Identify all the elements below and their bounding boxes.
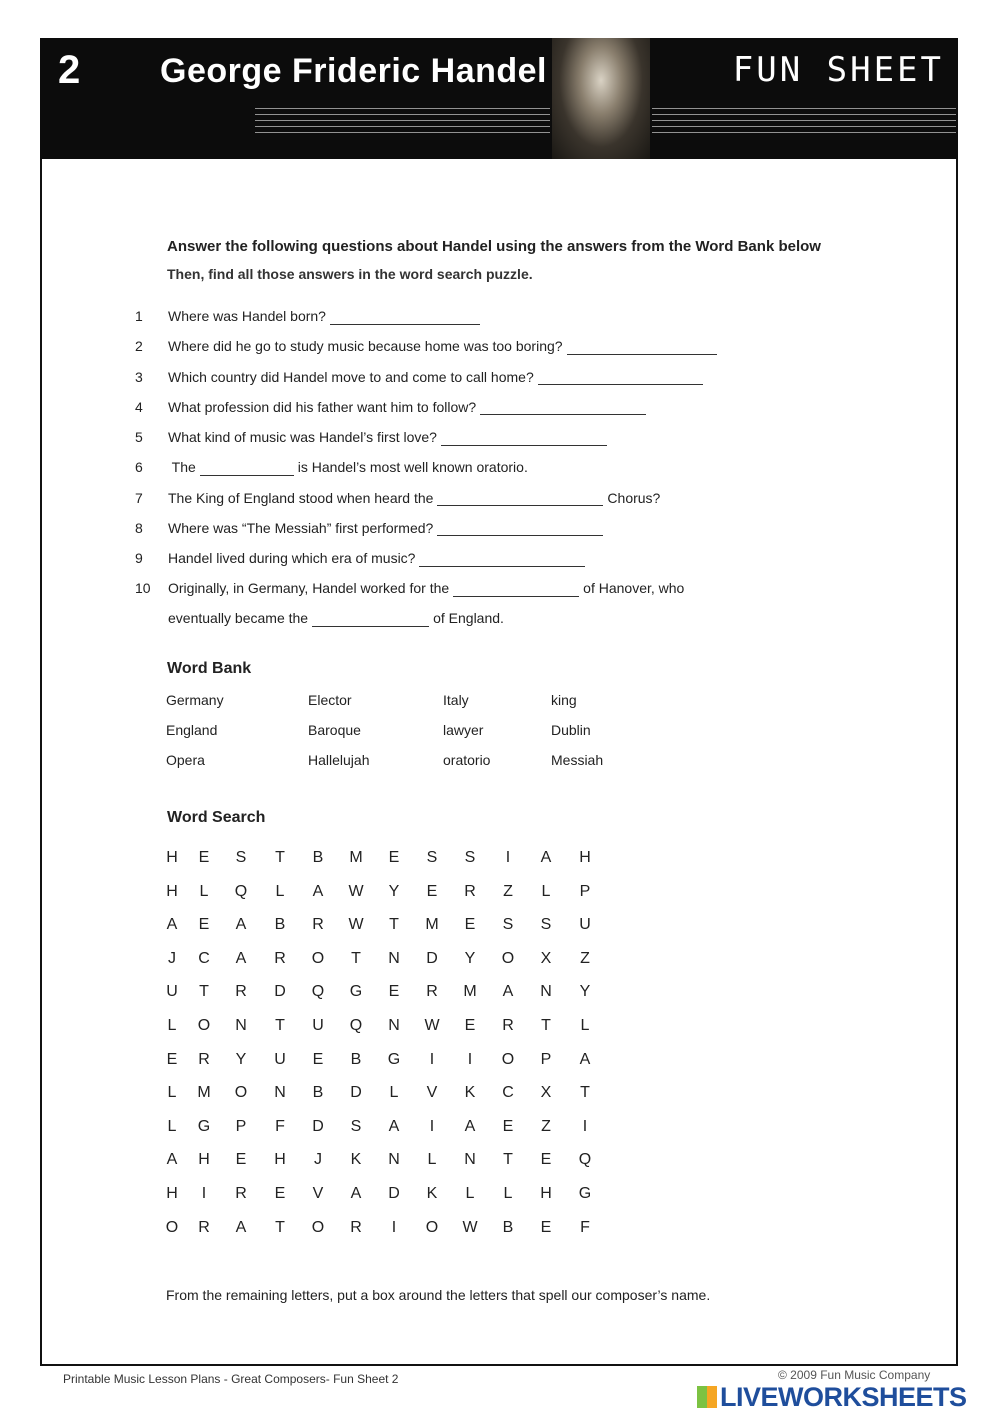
grid-letter[interactable]: C [502,1084,514,1102]
grid-letter[interactable]: R [235,1185,247,1202]
question-number: 4 [135,398,143,415]
grid-letter[interactable]: F [580,1218,590,1236]
grid-letter[interactable]: D [426,949,438,967]
grid-letter[interactable]: D [312,1117,324,1135]
liveworksheets-logo [697,1384,967,1411]
grid-letter[interactable]: B [312,849,324,866]
grid-letter[interactable]: Z [580,949,590,967]
word-bank-item: Hallelujah [308,752,370,768]
question-8 [135,520,607,537]
grid-letter[interactable]: O [501,949,515,967]
question-9 [135,550,589,567]
grid-letter[interactable]: O [311,1218,325,1236]
grid-letter[interactable]: Q [311,983,325,1001]
grid-letter[interactable]: H [166,1185,178,1202]
answer-input-7[interactable] [437,491,603,506]
grid-letter[interactable]: I [582,1117,588,1135]
question-6 [135,459,528,476]
question-text: Where was Handel born? [168,308,326,324]
grid-letter[interactable]: S [540,916,552,934]
word-search-title: Word Search [167,809,266,826]
grid-letter[interactable]: R [198,1050,210,1068]
instructions: Answer the following questions about Handel using the answers from the Word Bank below [167,238,821,255]
grid-letter[interactable]: A [312,882,324,900]
grid-letter[interactable]: H [274,1151,286,1169]
question-text: What kind of music was Handel’s first love? [168,429,437,445]
answer-input-2[interactable] [567,340,717,355]
grid-letter[interactable]: O [165,1218,179,1236]
grid-letter[interactable]: E [198,916,210,934]
grid-letter[interactable]: T [275,1218,285,1236]
question-text: Where was “The Messiah” first performed? [168,519,434,536]
question-3 [135,369,707,386]
grid-letter[interactable]: U [312,1017,324,1034]
question-2 [135,338,721,355]
grid-letter[interactable]: E [312,1050,324,1068]
grid-letter[interactable]: R [198,1218,210,1236]
instructions-sub: Then, find all those answers in the word search puzzle. [167,266,533,282]
question-text: Originally, in Germany, Handel worked for the [168,580,450,597]
grid-letter[interactable]: G [387,1050,401,1068]
grid-letter[interactable]: F [275,1117,285,1135]
grid-letter[interactable]: M [463,983,477,1001]
grid-letter[interactable]: R [274,949,286,967]
question-text: The [171,459,196,476]
question-text-after: is Handel’s most well known oratorio. [297,459,528,476]
word-bank-item: Messiah [551,752,604,768]
grid-letter[interactable]: L [167,1084,177,1102]
question-text: Which country did Handel move to and come to call home? [168,368,534,385]
question-text: What profession did his father want him to follow? [168,398,477,415]
grid-letter[interactable]: O [501,1050,515,1068]
grid-letter[interactable]: N [274,1084,286,1102]
grid-letter[interactable]: V [312,1185,324,1202]
question-text: The King of England stood when heard the [168,489,434,506]
grid-letter[interactable]: R [502,1017,514,1034]
answer-input-1[interactable] [330,310,480,325]
grid-letter[interactable]: H [166,849,178,866]
word-bank-item: England [166,722,218,738]
grid-letter[interactable]: X [540,1084,552,1102]
grid-letter[interactable]: L [389,1084,399,1102]
fun-sheet-label: FUN SHEET [732,50,944,90]
grid-letter[interactable]: R [426,983,438,1001]
grid-letter[interactable]: E [464,1017,476,1034]
grid-letter[interactable]: I [391,1218,397,1236]
grid-letter[interactable]: M [197,1084,211,1102]
grid-letter[interactable]: H [166,882,178,900]
grid-letter[interactable]: H [579,849,591,866]
grid-letter[interactable]: G [349,983,363,1001]
grid-letter[interactable]: S [426,849,438,866]
question-4 [135,399,650,416]
question-text: Handel lived during which era of music? [168,550,416,566]
question-5 [135,429,611,446]
grid-letter[interactable]: R [464,882,476,900]
question-number: 9 [135,550,143,566]
grid-letter[interactable]: E [198,849,210,866]
word-bank-item: oratorio [443,752,491,768]
grid-letter[interactable]: B [502,1218,514,1236]
grid-letter[interactable]: W [424,1017,440,1034]
music-score-image [652,108,956,138]
grid-letter[interactable]: K [426,1185,438,1202]
grid-letter[interactable]: H [198,1151,210,1169]
grid-letter[interactable]: P [540,1050,552,1068]
grid-letter[interactable]: E [540,1218,552,1236]
grid-letter[interactable]: L [580,1017,590,1034]
music-score-image [255,108,550,138]
grid-letter[interactable]: Z [541,1117,551,1135]
grid-letter[interactable]: V [426,1084,438,1102]
grid-letter[interactable]: T [580,1084,590,1102]
word-bank-item: Opera [166,752,205,768]
grid-letter[interactable]: A [388,1117,400,1135]
grid-letter[interactable]: T [351,949,361,967]
footer-text: Printable Music Lesson Plans - Great Composers- Fun Sheet 2 [63,1372,399,1386]
grid-letter[interactable]: Y [235,1050,247,1068]
grid-letter[interactable]: E [274,1185,286,1202]
grid-letter[interactable]: N [388,1151,400,1169]
grid-letter[interactable]: S [235,849,247,866]
question-number: 10 [135,580,151,597]
grid-letter[interactable]: O [425,1218,439,1236]
answer-input-10b[interactable] [312,612,429,627]
final-instruction: From the remaining letters, put a box around the letters that spell our composer’s name. [166,1287,711,1303]
grid-letter[interactable]: P [235,1117,247,1135]
grid-letter[interactable]: L [167,1017,177,1034]
grid-letter[interactable]: A [350,1185,362,1202]
grid-letter[interactable]: U [166,983,178,1001]
question-text: eventually became the [168,610,309,626]
answer-input-8[interactable] [437,521,603,536]
question-text-after: of Hanover, who [583,580,685,597]
grid-letter[interactable]: Y [388,882,400,900]
question-number: 2 [135,338,143,355]
grid-letter[interactable]: E [166,1050,178,1068]
question-number: 7 [135,489,143,506]
grid-letter[interactable]: I [201,1185,207,1202]
grid-letter[interactable]: A [540,849,552,866]
grid-letter[interactable]: A [502,983,514,1001]
answer-input-6[interactable] [200,461,294,476]
grid-letter[interactable]: O [234,1084,248,1102]
grid-letter[interactable]: Y [464,949,476,967]
grid-letter[interactable]: B [274,916,286,934]
grid-letter[interactable]: R [312,916,324,934]
handel-portrait [552,38,650,159]
grid-letter[interactable]: D [350,1084,362,1102]
grid-letter[interactable]: Q [578,1151,592,1169]
grid-letter[interactable]: Q [349,1017,363,1034]
grid-letter[interactable]: T [389,916,399,934]
grid-letter[interactable]: L [541,882,551,900]
grid-letter[interactable]: N [235,1017,247,1034]
grid-letter[interactable]: C [198,949,210,967]
grid-letter[interactable]: A [166,1151,178,1169]
word-bank-item: Baroque [308,722,361,738]
word-bank-item: lawyer [443,722,484,738]
question-number: 6 [135,459,143,476]
grid-letter[interactable]: E [502,1117,514,1135]
question-text: of England. [433,610,504,626]
grid-letter[interactable]: T [503,1151,513,1169]
grid-letter[interactable]: S [464,849,476,866]
question-7 [135,490,660,507]
grid-letter[interactable]: I [467,1050,473,1068]
grid-letter[interactable]: J [314,1151,322,1169]
grid-letter[interactable]: W [348,916,364,934]
grid-letter[interactable]: E [540,1151,552,1169]
question-text-after: Chorus? [607,489,661,506]
grid-letter[interactable]: U [274,1050,286,1068]
grid-letter[interactable]: B [312,1084,324,1102]
grid-letter[interactable]: G [197,1117,211,1135]
grid-letter[interactable]: M [425,916,439,934]
grid-letter[interactable]: Q [234,882,248,900]
grid-letter[interactable]: O [197,1017,211,1034]
grid-letter[interactable]: A [166,916,178,934]
grid-letter[interactable]: E [426,882,438,900]
answer-input-9[interactable] [419,552,585,567]
grid-letter[interactable]: L [465,1185,475,1202]
word-bank-item: Dublin [551,722,591,738]
grid-letter[interactable]: A [235,949,247,967]
grid-letter[interactable]: E [388,849,400,866]
grid-letter[interactable]: D [274,983,286,1001]
question-10-continued [135,610,504,627]
header-banner [40,38,958,159]
word-bank-item: Elector [308,692,352,708]
question-number: 3 [135,368,143,385]
grid-letter[interactable]: O [311,949,325,967]
grid-letter[interactable]: A [235,1218,247,1236]
grid-letter[interactable]: M [349,849,363,866]
copyright: © 2009 Fun Music Company [778,1368,931,1382]
brand-text: LIVEWORKSHEETS [720,1382,967,1412]
grid-letter[interactable]: T [199,983,209,1001]
grid-letter[interactable]: K [350,1151,362,1169]
grid-letter[interactable]: L [275,882,285,900]
grid-letter[interactable]: E [388,983,400,1001]
question-number: 1 [135,308,143,324]
grid-letter[interactable]: T [541,1017,551,1034]
page-title: George Frideric Handel [160,52,547,90]
grid-letter[interactable]: T [275,1017,285,1034]
grid-letter[interactable]: N [388,949,400,967]
grid-letter[interactable]: I [429,1050,435,1068]
grid-letter[interactable]: L [503,1185,513,1202]
grid-letter[interactable]: L [167,1117,177,1135]
grid-letter[interactable]: I [429,1117,435,1135]
question-text: Where did he go to study music because home was too boring? [168,338,563,355]
word-bank-item: king [551,692,577,708]
grid-letter[interactable]: Y [579,983,591,1001]
word-bank-item: Germany [166,692,224,708]
word-bank-item: Italy [443,692,469,708]
question-10 [135,580,684,597]
answer-input-10[interactable] [453,582,579,597]
grid-letter[interactable]: L [427,1151,437,1169]
grid-letter[interactable]: K [464,1084,476,1102]
grid-letter[interactable]: L [199,882,209,900]
grid-letter[interactable]: H [540,1185,552,1202]
answer-input-3[interactable] [538,370,703,385]
question-number: 5 [135,429,143,445]
grid-letter[interactable]: S [502,916,514,934]
answer-input-5[interactable] [441,431,607,446]
grid-letter[interactable]: Z [503,882,513,900]
grid-letter[interactable]: S [350,1117,362,1135]
grid-letter[interactable]: A [235,916,247,934]
grid-letter[interactable]: R [235,983,247,1001]
grid-letter[interactable]: E [235,1151,247,1169]
grid-letter[interactable]: N [464,1151,476,1169]
liveworksheets-logo-icon [697,1386,717,1408]
grid-letter[interactable]: W [462,1218,478,1236]
grid-letter[interactable]: B [350,1050,362,1068]
grid-letter[interactable]: A [464,1117,476,1135]
grid-letter[interactable]: R [350,1218,362,1236]
grid-letter[interactable]: W [348,882,364,900]
grid-letter[interactable]: E [464,916,476,934]
grid-letter[interactable]: P [579,882,591,900]
grid-letter[interactable]: J [168,949,176,967]
answer-input-4[interactable] [480,400,646,415]
grid-letter[interactable]: U [579,916,591,934]
grid-letter[interactable]: D [388,1185,400,1202]
grid-letter[interactable]: I [505,849,511,866]
word-bank-title: Word Bank [167,660,252,677]
grid-letter[interactable]: N [388,1017,400,1034]
grid-letter[interactable]: X [540,949,552,967]
grid-letter[interactable]: G [578,1185,592,1202]
grid-letter[interactable]: A [579,1050,591,1068]
question-1 [135,308,484,325]
grid-letter[interactable]: N [540,983,552,1001]
grid-letter[interactable]: T [275,849,285,866]
sheet-number: 2 [58,48,81,92]
question-number: 8 [135,519,143,536]
